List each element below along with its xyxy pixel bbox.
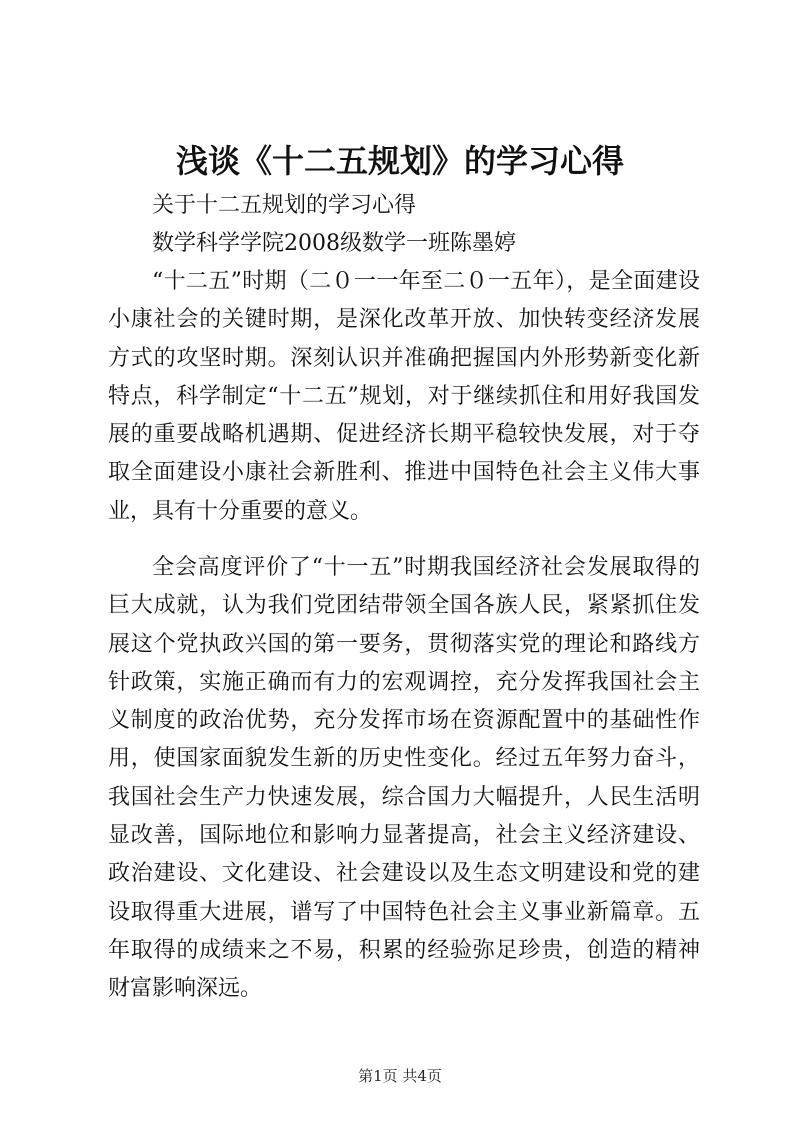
page-footer: 第1页 共4页 — [358, 1067, 442, 1085]
document-subtitle: 关于十二五规划的学习心得 — [152, 193, 417, 218]
author-line: 数学科学学院2008级数学一班陈墨婷 — [152, 231, 516, 256]
paragraph-2: 全会高度评价了“十一五”时期我国经济社会发展取得的巨大成就，认为我们党团结带领全国各族人民，紧紧抓住发展这个党执政兴国的第一要务，贯彻落实党的理论和路线方针政策，实施正确而有力的宏观调控，充分发挥我国社会主义制度的政治优势，充分发挥市场在资源配置中的基础性作用，使国家面貌发生新的历史性变化。经过五年努力奋斗，我国社会生产力快速发展，综合国力大幅提升，人民生活明显改善，国际地位和影响力显著提高，社会主义经济建设、政治建设、文化建设、社会建设以及生态文明建设和党的建设取得重大进展，谱写了中国特色社会主义事业新篇章。五年取得的成绩来之不易，积累的经验弥足珍贵，创造的精神财富影响深远。 — [108, 555, 700, 1002]
paragraph-1: “十二五”时期（二０一一年至二０一五年），是全面建设小康社会的关键时期，是深化改革开放、加快转变经济发展方式的攻坚时期。深刻认识并准确把握国内外形势新变化新特点，科学制定“十二五”规划，对于继续抓住和用好我国发展的重要战略机遇期、促进经济长期平稳较快发展，对于夺取全面建设小康社会新胜利、推进中国特色社会主义伟大事业，具有十分重要的意义。 — [108, 269, 700, 524]
document-title: 浅谈《十二五规划》的学习心得 — [175, 142, 624, 180]
